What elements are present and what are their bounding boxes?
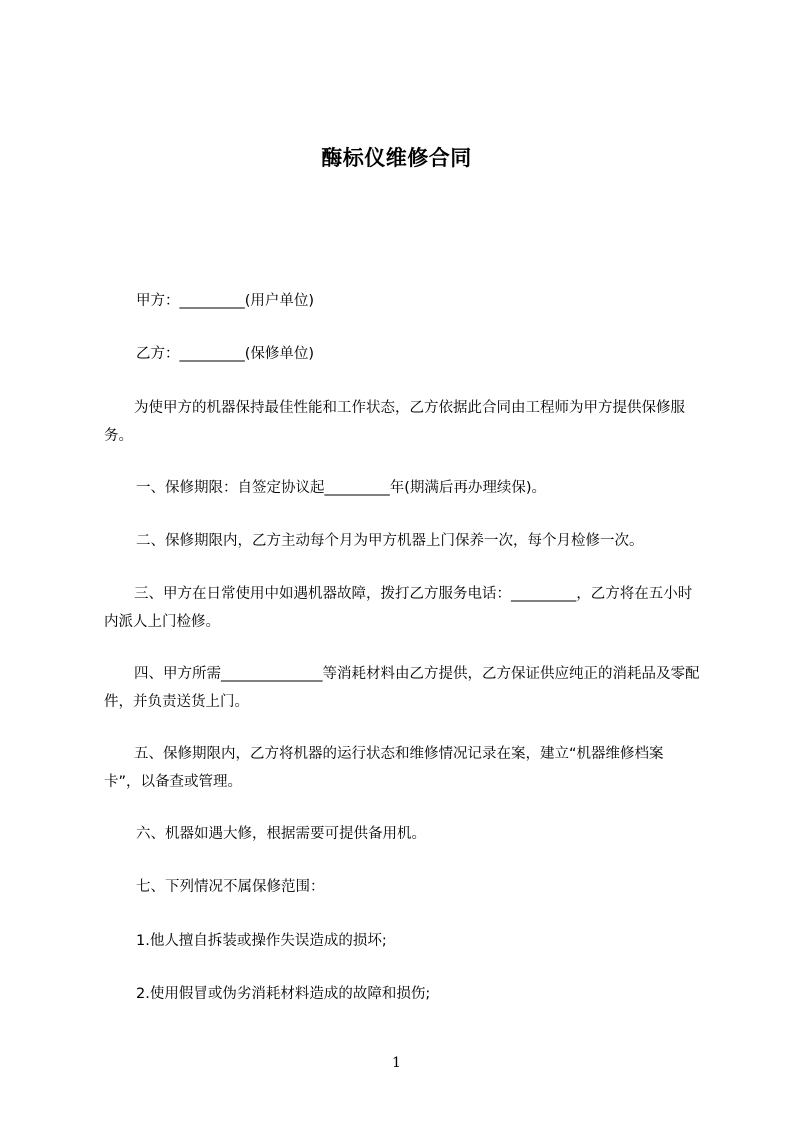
page-number: 1 [392, 1055, 401, 1071]
clause-7-item-2: 2.使用假冒或伪劣消耗材料造成的故障和损伤; [136, 986, 431, 1002]
intro-paragraph: 为使甲方的机器保持最佳性能和工作状态，乙方依据此合同由工程师为甲方提供保修服务。 [104, 400, 685, 444]
clause-7-item-1: 1.他人擅自拆装或操作失误造成的损坏; [136, 933, 387, 949]
clause-4: 四、甲方所需______________等消耗材料由乙方提供，乙方保证供应纯正的消耗品及零配件，并负责送货上门。 [104, 666, 700, 710]
clause-6: 六、机器如遇大修，根据需要可提供备用机。 [136, 826, 426, 842]
clause-1: 一、保修期限：自签定协议起_________年(期满后再办理续保)。 [136, 480, 547, 496]
clause-5: 五、保修期限内，乙方将机器的运行状态和维修情况记录在案，建立“机器维修档案卡”，以备查或管理。 [104, 746, 664, 790]
party-b-line: 乙方：_________(保修单位) [136, 346, 315, 362]
clause-2: 二、保修期限内，乙方主动每个月为甲方机器上门保养一次，每个月检修一次。 [136, 533, 644, 549]
clause-3: 三、甲方在日常使用中如遇机器故障，拨打乙方服务电话：_________，乙方将在五小时内派人上门检修。 [104, 586, 693, 630]
document-title: 酶标仪维修合同 [321, 146, 472, 170]
clause-7: 七、下列情况不属保修范围： [136, 879, 325, 895]
party-a-line: 甲方：_________(用户单位) [136, 293, 315, 309]
